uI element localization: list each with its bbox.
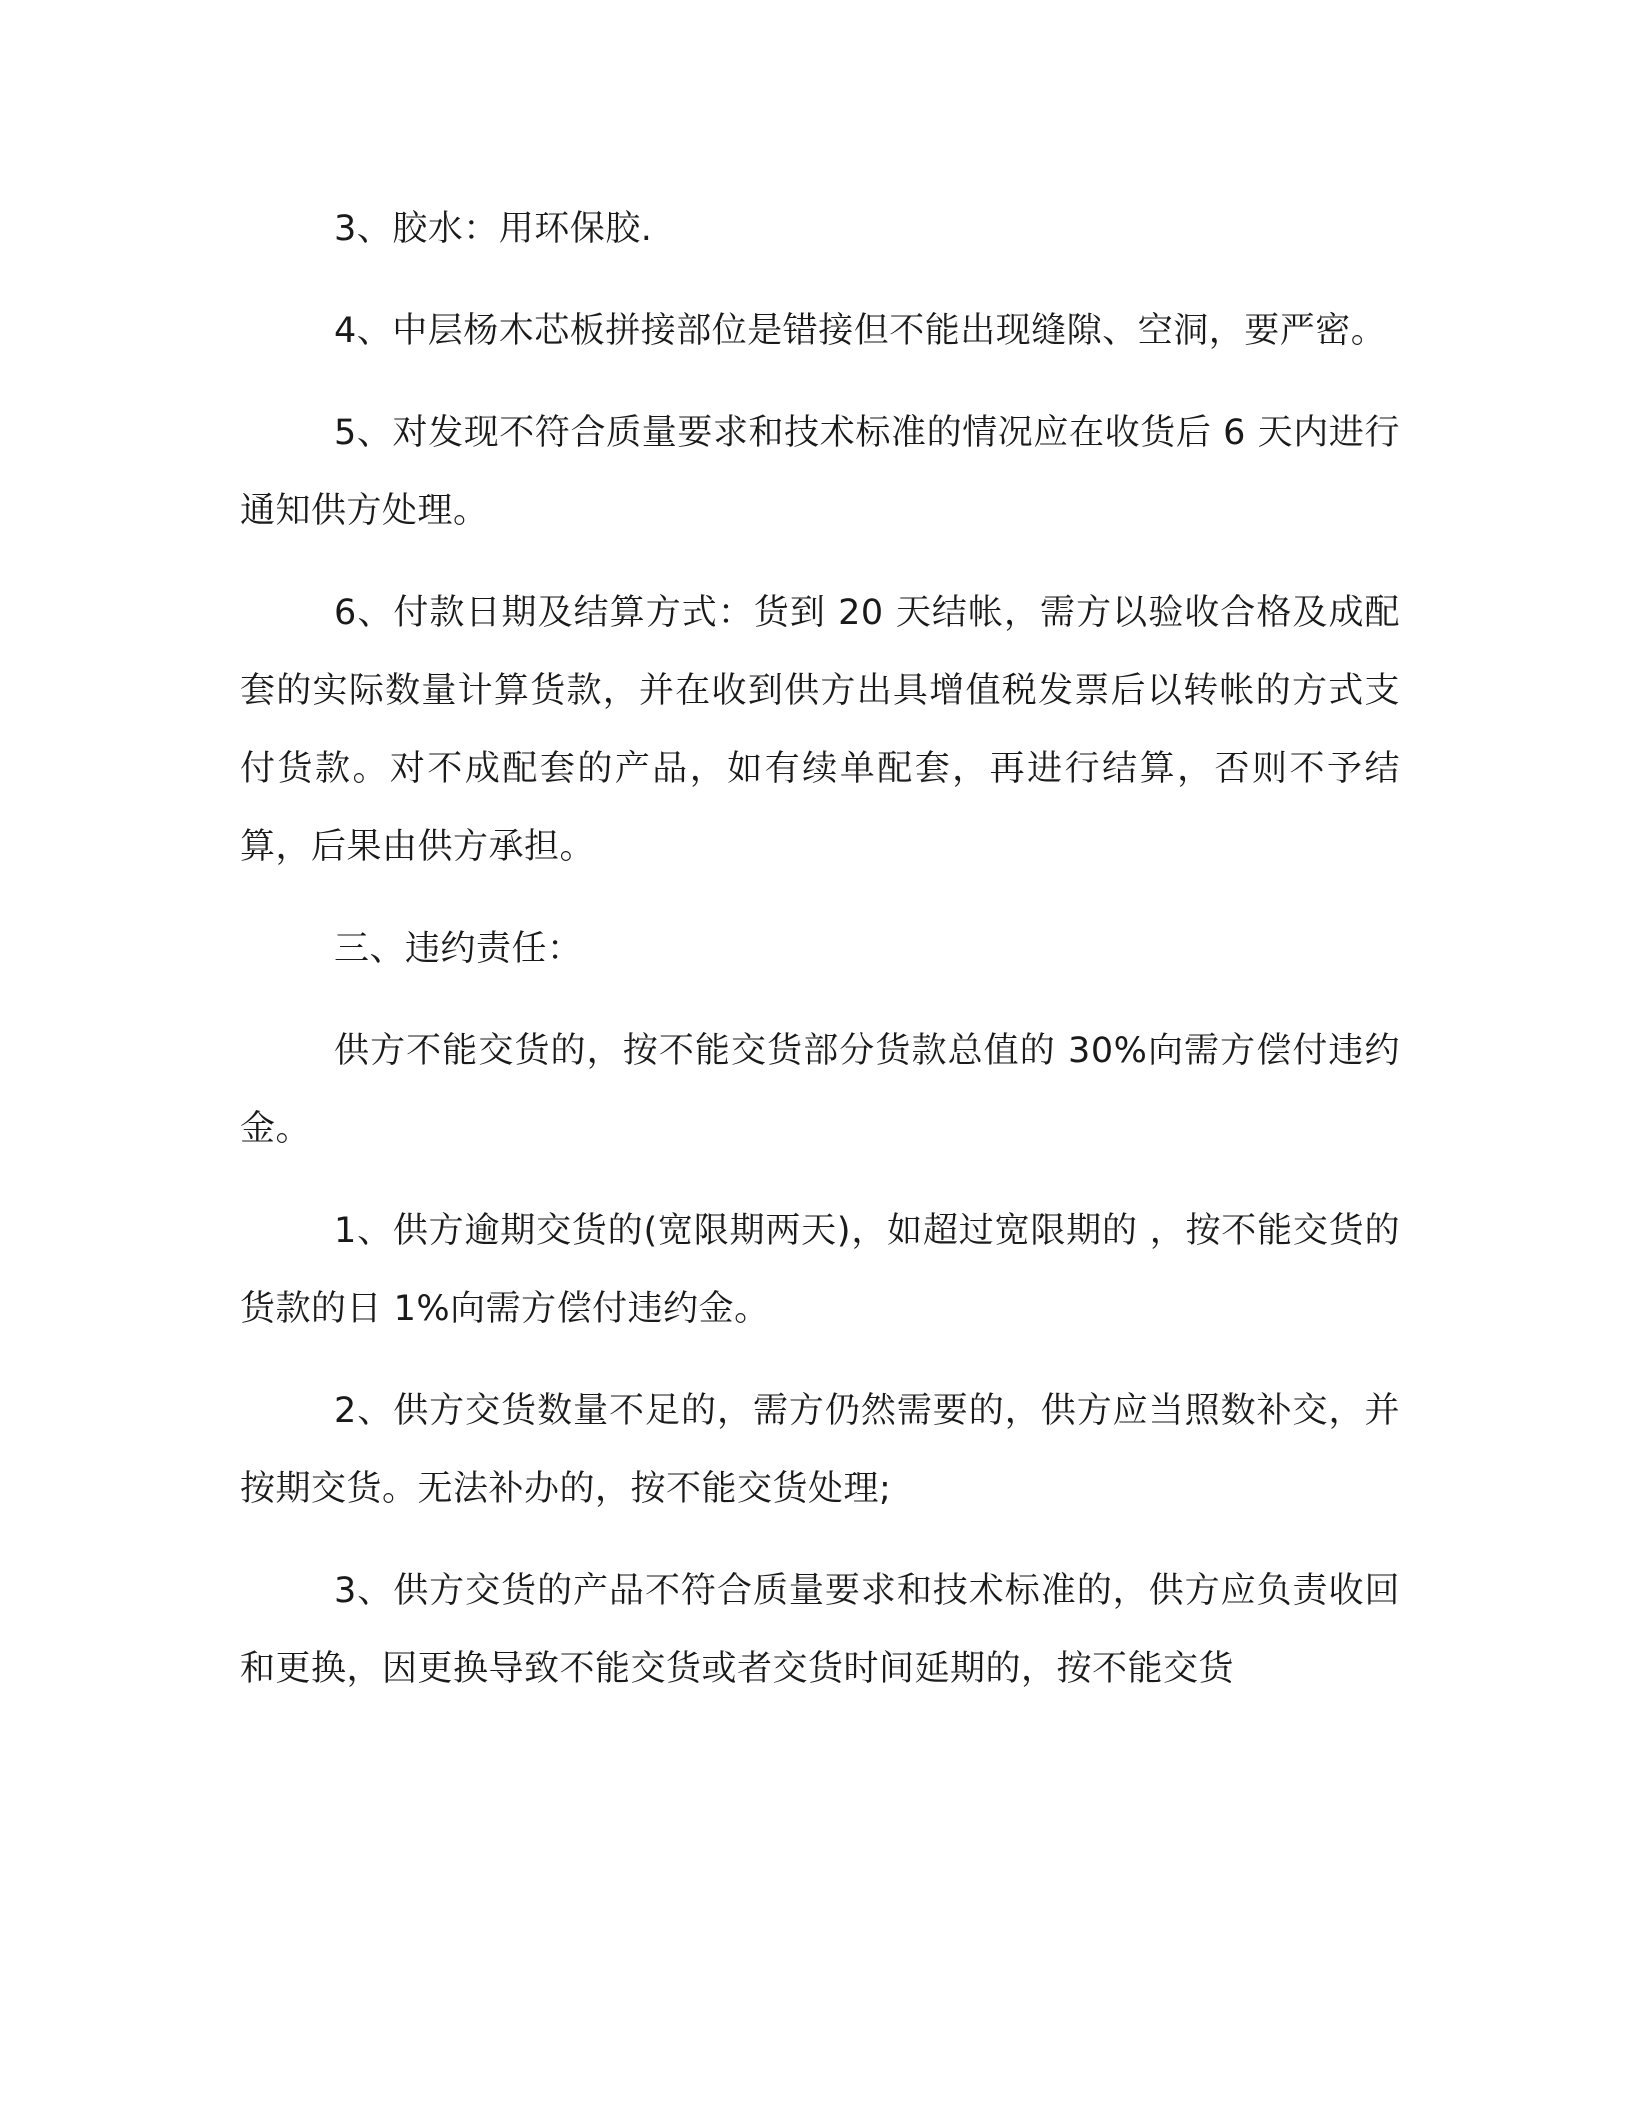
- section-heading-breach-liability: 三、违约责任：: [334, 929, 583, 969]
- clause-glue: 3、胶水：用环保胶.: [334, 209, 653, 249]
- clause-payment-terms: 6、付款日期及结算方式：货到 20 天结帐，需方以验收合格及成配套的实际数量计算货款，并在收到供方出具增值税发票后以转帐的方式支付货款。对不成配套的产品，如有续单配套，再进行结算，否则不予结算，后果由供方承担。: [240, 593, 1400, 867]
- clause-core-board-joint: 4、中层杨木芯板拼接部位是错接但不能出现缝隙、空洞，要严密。: [334, 311, 1387, 351]
- document-body: [240, 190, 1400, 1708]
- clause-non-delivery-penalty: 供方不能交货的，按不能交货部分货款总值的 30%向需方偿付违约金。: [240, 1031, 1400, 1149]
- clause-late-delivery: 1、供方逾期交货的(宽限期两天)，如超过宽限期的 ，按不能交货的货款的日 1%向需方偿付违约金。: [240, 1211, 1400, 1329]
- clause-short-delivery: 2、供方交货数量不足的，需方仍然需要的，供方应当照数补交，并按期交货。无法补办的，按不能交货处理;: [240, 1391, 1400, 1509]
- clause-nonconforming-products: 3、供方交货的产品不符合质量要求和技术标准的，供方应负责收回和更换，因更换导致不能交货或者交货时间延期的，按不能交货: [240, 1571, 1400, 1689]
- clause-quality-notice: 5、对发现不符合质量要求和技术标准的情况应在收货后 6 天内进行通知供方处理。: [240, 413, 1400, 531]
